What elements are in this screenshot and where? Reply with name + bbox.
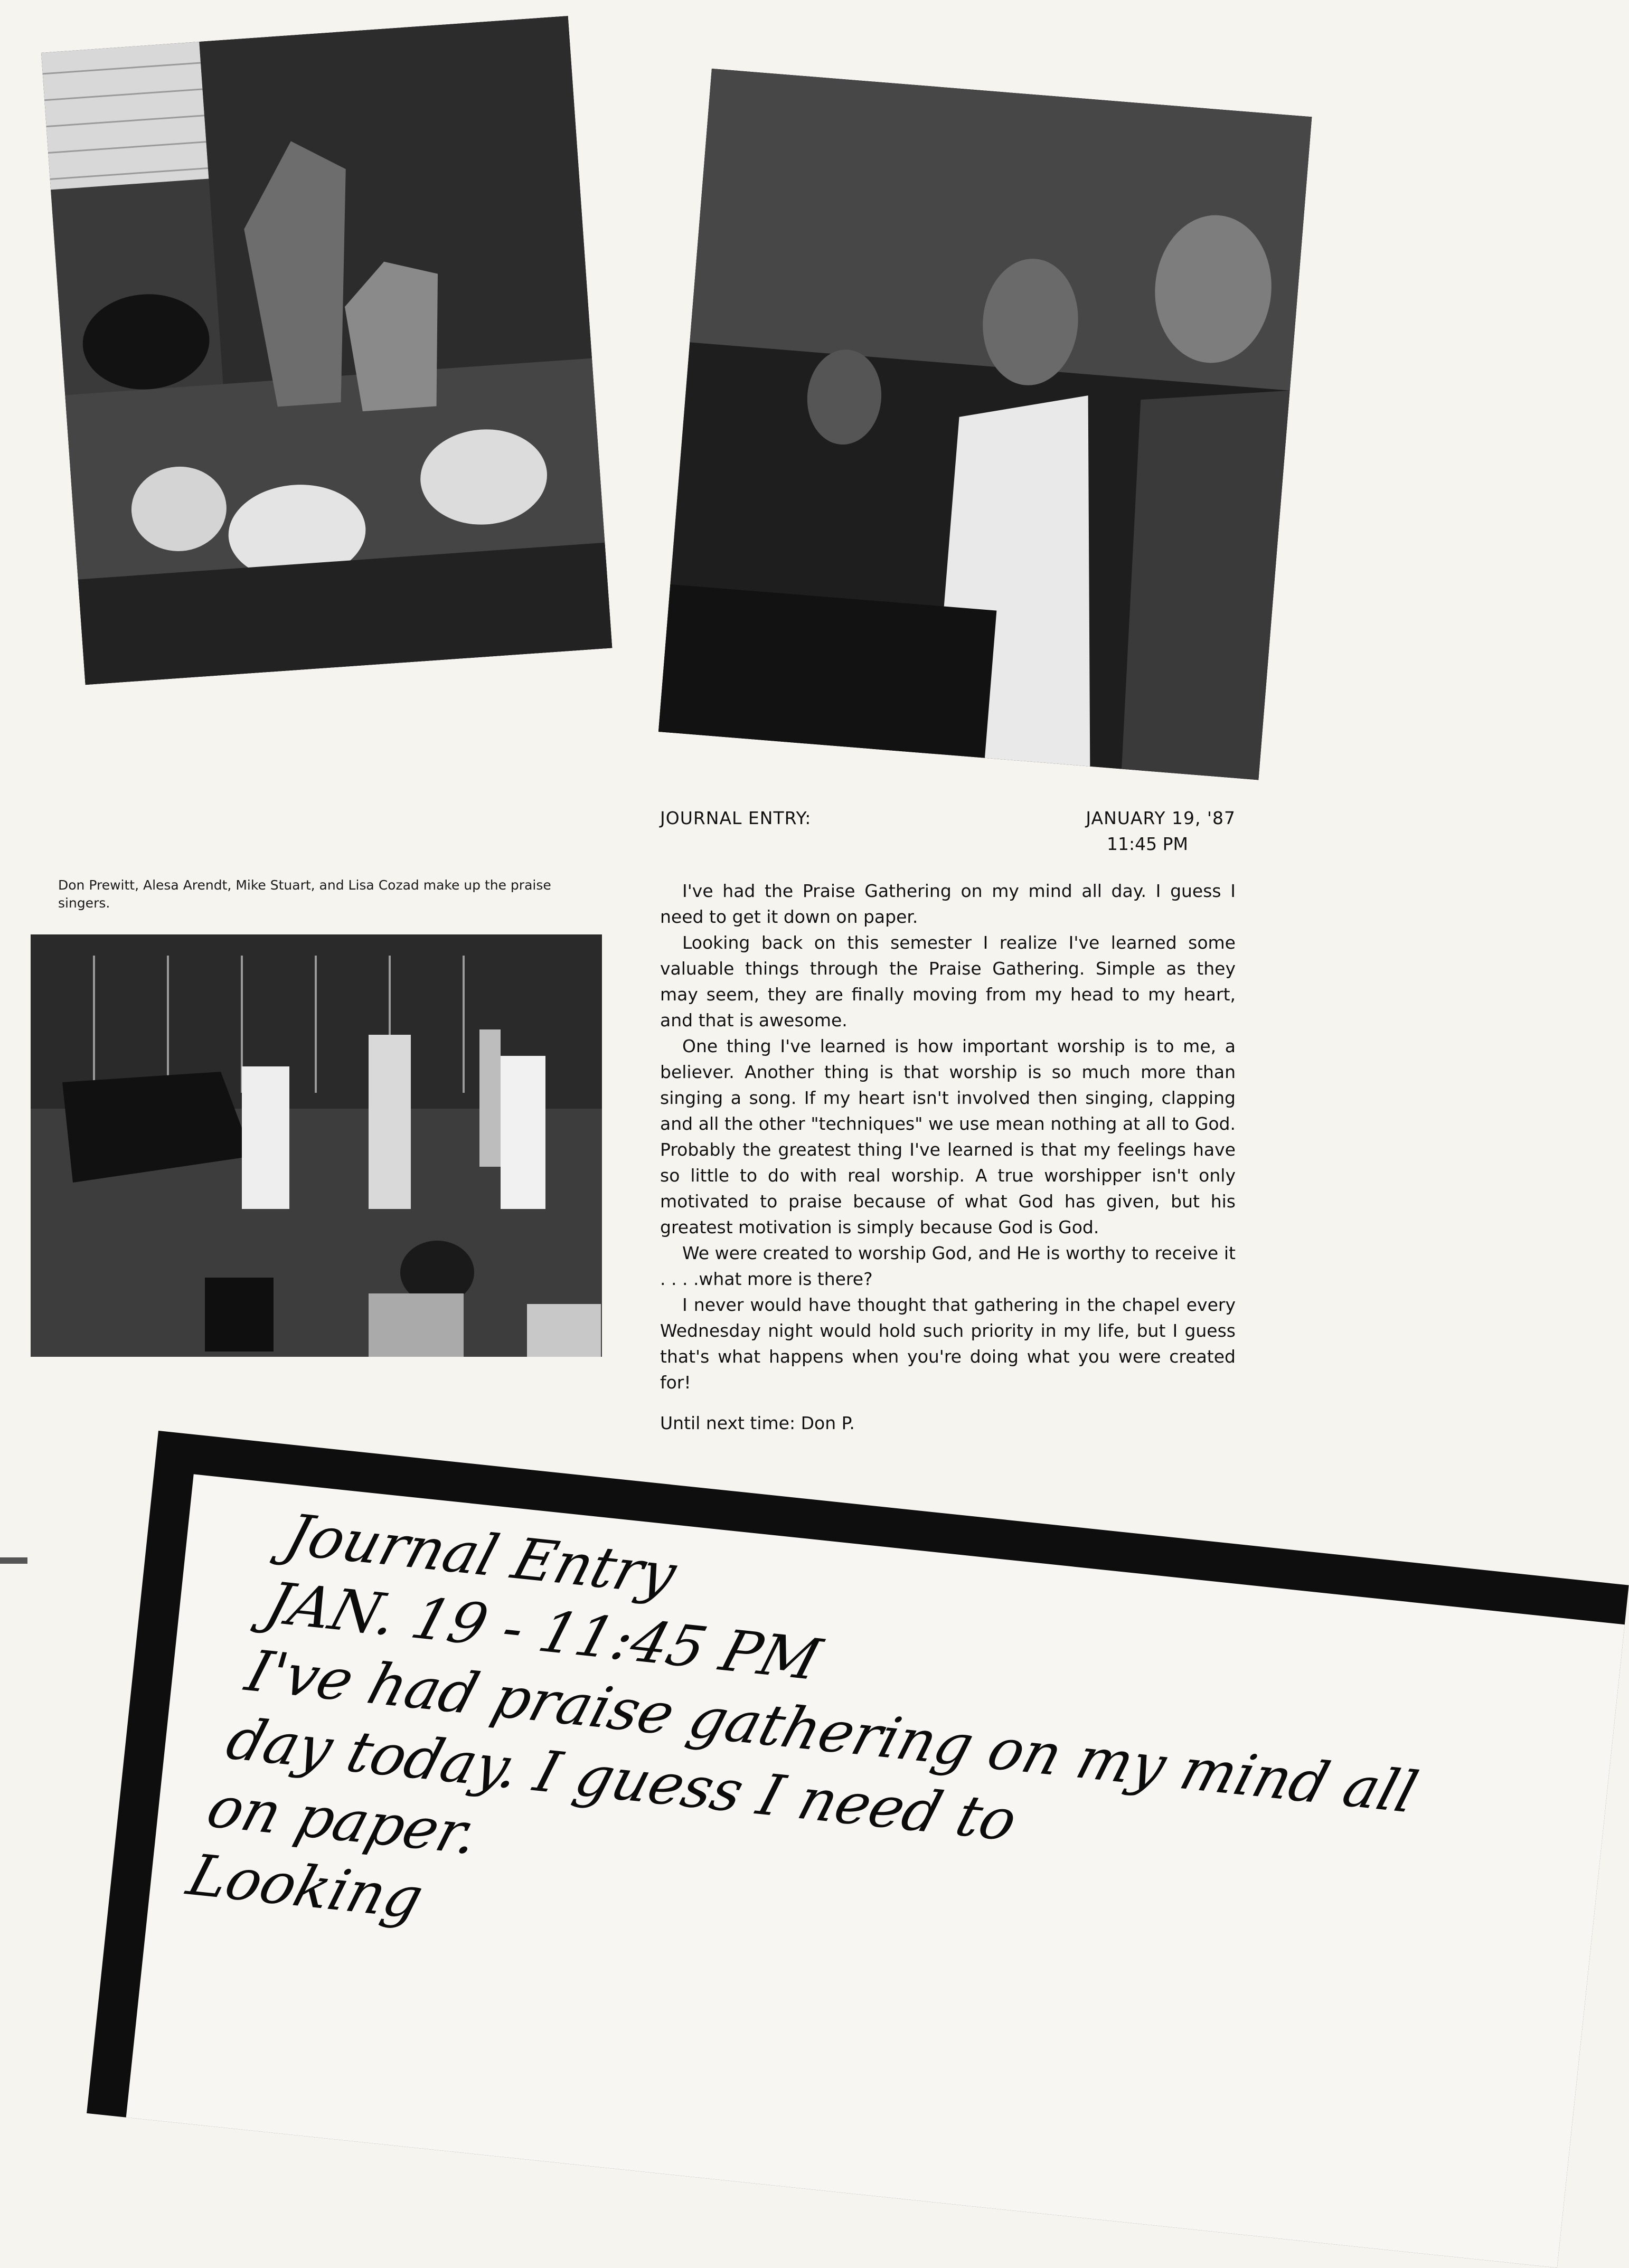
journal-paragraph: I've had the Praise Gathering on my mind all day. I guess I need to get it down on paper.: [660, 881, 1236, 927]
journal-signoff: Until next time: Don P.: [660, 1413, 855, 1433]
journal-paragraph: We were created to worship God, and He is worthy to receive it . . . .what more is there?: [660, 1243, 1236, 1289]
handwritten-note-paper: [126, 1474, 1625, 2267]
journal-paragraph: I never would have thought that gathering in the chapel every Wednesday night would hold such priority in my life, but I guess that's what happens when you're doing what you were created for!: [660, 1294, 1236, 1393]
journal-paragraph: One thing I've learned is how important worship is to me, a believer. Another thing is that worship is so much more than singing a song. If my heart isn't involved then singing, clapping and all the other "techniques" we use mean nothing at all to God. Probably the greatest thing I've learned is that my feelings have so little to do with real worship. A true worshipper isn't only motivated to praise because of what God has given, but his greatest motivation is simply because God is God.: [660, 1036, 1236, 1237]
journal-entry: [660, 805, 1236, 1436]
journal-paragraph: Looking back on this semester I realize I've learned some valuable things through the Praise Gathering. Simple as they may seem, they are finally moving from my head to my heart, and that is awesome.: [660, 932, 1236, 1031]
journal-time: 11:45 PM: [1107, 834, 1188, 854]
page-edge-mark: [0, 1557, 27, 1564]
photo-congregation-singing: [658, 69, 1312, 780]
journal-label: JOURNAL ENTRY:: [660, 808, 812, 828]
handwritten-note: [87, 1431, 1629, 2268]
photo-caption: Don Prewitt, Alesa Arendt, Mike Stuart, and Lisa Cozad make up the praise singers.: [58, 877, 551, 911]
photo-praise-singers: [31, 934, 602, 1357]
journal-date: JANUARY 19, '87: [1086, 808, 1236, 828]
photo-worship-raised-hands: [41, 16, 612, 685]
journal-header: [660, 805, 1236, 831]
handwritten-text: Journal Entry JAN. 19 - 11:45 PM I've had praise gathering on my mind all day today. I guess I need to on paper. Looking: [180, 1502, 1425, 1932]
